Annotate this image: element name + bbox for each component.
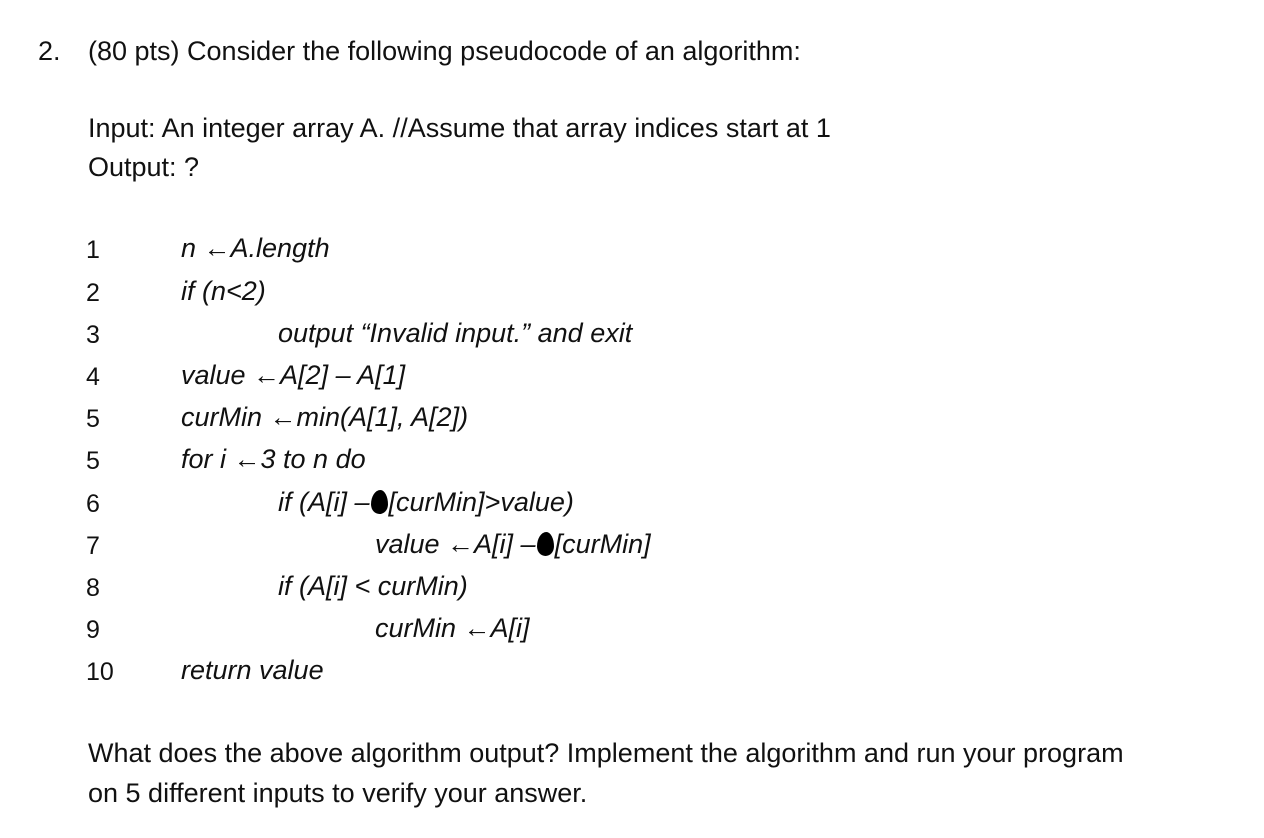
line-number: 1 <box>86 236 100 264</box>
line-number: 9 <box>86 616 100 644</box>
line-number: 7 <box>86 532 100 560</box>
code-line: n ←A.length <box>181 233 330 263</box>
code-line: value ←A[2] – A[1] <box>181 360 406 390</box>
code-text: [curMin]>value) <box>388 487 574 517</box>
line-number: 10 <box>86 658 114 686</box>
code-text: [curMin] <box>554 529 651 559</box>
question-text: (80 pts) Consider the following pseudocode of an algorithm: <box>88 36 801 66</box>
code-text: if (A[i] – <box>278 487 370 517</box>
task-instructions-line-2: on 5 different inputs to verify your answer. <box>88 778 588 808</box>
ink-blot-icon <box>537 532 554 556</box>
code-line: output “Invalid input.” and exit <box>278 318 633 348</box>
question-heading <box>38 36 801 67</box>
ink-blot-icon <box>371 490 388 514</box>
question-number: 2. <box>38 36 61 66</box>
code-text: value ←A[i] – <box>375 529 536 559</box>
input-description: Input: An integer array A. //Assume that array indices start at 1 <box>88 113 831 143</box>
code-line <box>375 529 651 560</box>
line-number: 4 <box>86 363 100 391</box>
line-number: 6 <box>86 490 100 518</box>
line-number: 8 <box>86 574 100 602</box>
code-line <box>278 487 574 518</box>
line-number: 5 <box>86 447 100 475</box>
line-number: 2 <box>86 279 100 307</box>
code-line: for i ←3 to n do <box>181 444 366 474</box>
code-line: return value <box>181 655 324 685</box>
code-line: curMin ←min(A[1], A[2]) <box>181 402 469 432</box>
task-instructions-line-1: What does the above algorithm output? Implement the algorithm and run your program <box>88 738 1124 768</box>
output-description: Output: ? <box>88 152 200 182</box>
line-number: 3 <box>86 321 100 349</box>
line-number: 5 <box>86 405 100 433</box>
code-line: curMin ←A[i] <box>375 613 530 643</box>
code-line: if (A[i] < curMin) <box>278 571 468 601</box>
code-line: if (n<2) <box>181 276 266 306</box>
